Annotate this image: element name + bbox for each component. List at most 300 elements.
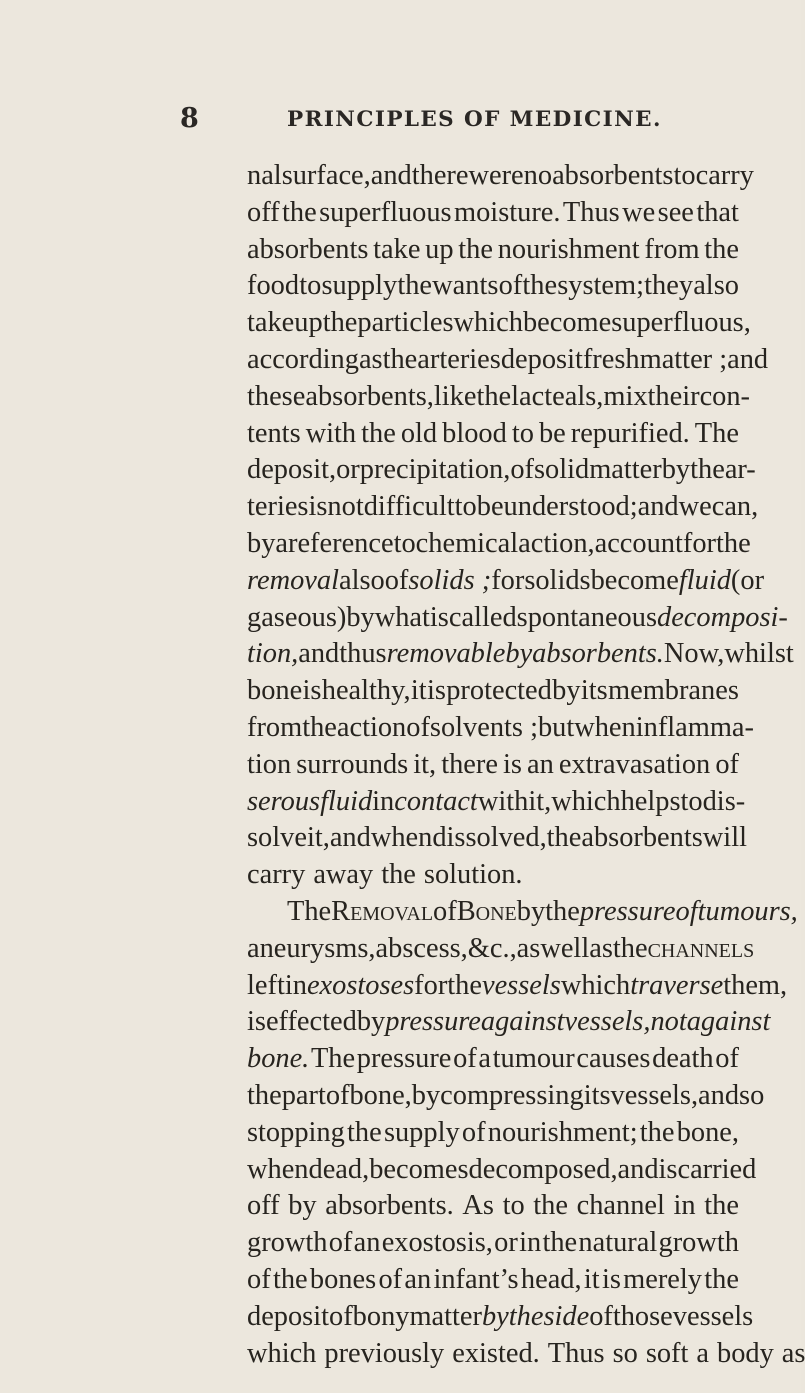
- word: infant’s: [433, 1263, 519, 1295]
- word: removal: [247, 564, 339, 596]
- word: is: [658, 1153, 678, 1185]
- word: carried: [677, 1153, 757, 1185]
- text-line: [247, 820, 747, 857]
- word: become: [590, 564, 679, 596]
- text-line: [247, 1004, 771, 1041]
- text-line: [247, 195, 739, 232]
- word: we: [678, 491, 712, 523]
- word: absorbents.: [532, 638, 664, 670]
- word: solution.: [423, 859, 523, 891]
- word: by: [552, 675, 581, 707]
- word: its: [583, 1079, 611, 1111]
- word: of: [453, 1043, 477, 1075]
- word: also: [693, 270, 739, 302]
- word: surrounds: [296, 748, 409, 780]
- word: in: [673, 1190, 696, 1222]
- text-line: [247, 1225, 739, 1262]
- text-line: [247, 1078, 765, 1115]
- word: that: [696, 196, 739, 228]
- word: the: [476, 380, 512, 412]
- text-line: [247, 1115, 739, 1152]
- word: not: [327, 491, 364, 523]
- word: the: [381, 859, 416, 891]
- word: vessels,: [610, 1079, 699, 1111]
- text-line: [247, 1041, 739, 1078]
- text-line: [247, 452, 756, 489]
- word: we: [622, 196, 656, 228]
- word: bone,: [349, 1079, 412, 1111]
- word: left: [247, 969, 285, 1001]
- word: account: [594, 527, 683, 559]
- word: and: [617, 1153, 659, 1185]
- word: wants: [432, 270, 499, 302]
- word: nourishment;: [487, 1116, 638, 1148]
- word: is: [426, 675, 446, 707]
- word: be: [476, 491, 504, 523]
- text-line: [247, 379, 751, 416]
- word: pressure: [356, 1043, 452, 1075]
- paragraph: [247, 894, 805, 1372]
- word: spontaneous: [516, 601, 657, 633]
- word: growth: [658, 1227, 739, 1259]
- text-line: [247, 489, 759, 526]
- word: part: [281, 1079, 326, 1111]
- word: when: [574, 711, 636, 743]
- word: Removal: [331, 895, 434, 927]
- word: absorbents: [581, 822, 703, 854]
- word: the: [302, 711, 337, 743]
- word: to: [454, 491, 477, 523]
- word: the: [639, 1116, 675, 1148]
- body-text: [247, 158, 805, 1372]
- word: healthy,: [321, 675, 411, 707]
- word: serous: [247, 785, 321, 817]
- word: by: [516, 895, 546, 927]
- text-line: [247, 158, 754, 195]
- word: absorbents: [552, 160, 674, 191]
- word: vessels,: [564, 1006, 651, 1038]
- word: for: [682, 527, 716, 559]
- word: well: [540, 932, 590, 964]
- word: the: [533, 1190, 568, 1222]
- word: inflamma-: [635, 711, 754, 743]
- word: solids: [524, 564, 591, 596]
- running-title: PRINCIPLES OF MEDICINE.: [287, 107, 662, 132]
- word: Now,: [663, 638, 725, 670]
- word: of: [406, 711, 430, 743]
- word: helps: [620, 785, 681, 817]
- word: the: [447, 969, 482, 1001]
- word: solids ;: [408, 564, 492, 596]
- word: the: [690, 454, 725, 486]
- word: system;: [557, 270, 644, 302]
- word: action: [336, 711, 407, 743]
- word: an: [353, 1227, 381, 1259]
- word: bone,: [676, 1116, 739, 1148]
- word: whilst: [724, 638, 794, 670]
- word: the: [542, 1227, 578, 1259]
- word: channels: [647, 932, 755, 964]
- word: death: [652, 1043, 714, 1075]
- word: surface,: [281, 160, 371, 191]
- word: the: [361, 417, 396, 449]
- word: with: [305, 417, 357, 449]
- word: with: [477, 785, 529, 817]
- word: nal: [247, 160, 282, 191]
- text-line: [247, 563, 765, 600]
- word: for: [414, 969, 448, 1001]
- word: of: [325, 1079, 350, 1111]
- word: traverse: [630, 969, 724, 1001]
- word: dis-: [702, 785, 746, 817]
- text-line: [247, 857, 739, 894]
- word: previously: [324, 1337, 445, 1369]
- word: soft: [645, 1337, 689, 1369]
- word: of: [328, 1227, 353, 1259]
- word: dissolved,: [432, 822, 547, 854]
- word: becomes: [369, 1153, 469, 1185]
- word: it: [410, 675, 427, 707]
- word: carry: [695, 160, 754, 191]
- word: superfluous: [319, 196, 452, 228]
- word: in: [519, 1227, 542, 1259]
- paragraph: [247, 158, 794, 894]
- word: of: [715, 1043, 739, 1075]
- word: removable: [386, 638, 506, 670]
- text-line: [247, 342, 769, 379]
- word: tumours,: [697, 895, 798, 927]
- word: matter ;: [639, 343, 728, 375]
- word: food: [247, 270, 300, 302]
- word: exostosis,: [381, 1227, 493, 1259]
- word: so: [612, 1337, 638, 1369]
- word: to: [673, 160, 696, 191]
- word: so: [739, 1079, 765, 1111]
- word: their: [647, 380, 700, 412]
- word: causes: [576, 1043, 651, 1075]
- word: up: [294, 307, 323, 339]
- word: arteries: [417, 343, 501, 375]
- word: become: [522, 307, 612, 339]
- word: stopping: [247, 1116, 345, 1148]
- word: moisture.: [454, 196, 561, 228]
- word: the: [704, 233, 739, 265]
- word: tion: [247, 748, 292, 780]
- word: absorbents: [247, 233, 369, 265]
- word: the: [546, 822, 582, 854]
- word: or: [336, 454, 360, 486]
- word: Bone: [456, 895, 517, 927]
- word: no: [523, 160, 553, 191]
- word: of: [433, 895, 457, 927]
- word: of: [510, 454, 534, 486]
- word: of: [247, 1263, 271, 1295]
- word: an: [527, 748, 554, 780]
- word: it: [583, 1263, 600, 1295]
- word: by: [346, 601, 375, 633]
- word: will: [702, 822, 747, 854]
- word: in: [284, 969, 307, 1001]
- word: matter: [589, 454, 662, 486]
- word: what: [374, 601, 430, 633]
- text-line: [247, 600, 788, 637]
- word: them,: [723, 969, 788, 1001]
- word: blood: [442, 417, 507, 449]
- word: they: [644, 270, 694, 302]
- word: understood;: [503, 491, 638, 523]
- word: membranes: [608, 675, 739, 707]
- word: lacteals,: [511, 380, 604, 412]
- word: superfluous,: [611, 307, 751, 339]
- word: absorbents,: [305, 380, 434, 412]
- word: extravasation: [558, 748, 711, 780]
- word: a: [696, 1337, 710, 1369]
- text-line: [247, 416, 739, 453]
- word: bones: [309, 1263, 377, 1295]
- word: absorbents.: [325, 1190, 454, 1222]
- word: deposit: [500, 343, 583, 375]
- word: the: [272, 1263, 308, 1295]
- word: The: [310, 1043, 356, 1075]
- word: side: [543, 1300, 590, 1332]
- word: solid: [534, 454, 590, 486]
- word: of: [675, 895, 698, 927]
- word: as: [589, 932, 613, 964]
- word: according: [247, 343, 359, 375]
- word: for: [491, 564, 525, 596]
- word: a: [275, 527, 288, 559]
- text-line: [247, 1152, 757, 1189]
- word: also: [338, 564, 385, 596]
- word: deposit,: [247, 454, 337, 486]
- word: it,: [413, 748, 437, 780]
- word: mix: [603, 380, 648, 412]
- word: merely: [623, 1263, 702, 1295]
- word: nourishment: [497, 233, 640, 265]
- word: as: [781, 1337, 805, 1369]
- word: natural: [578, 1227, 658, 1259]
- word: the: [458, 233, 493, 265]
- text-line: [247, 636, 794, 673]
- word: by: [288, 1190, 317, 1222]
- word: repurified.: [570, 417, 690, 449]
- word: As: [462, 1190, 494, 1222]
- word: by: [411, 1079, 441, 1111]
- word: there: [411, 160, 469, 191]
- word: is: [429, 601, 449, 633]
- word: the: [247, 1079, 282, 1111]
- word: and: [298, 638, 340, 670]
- word: by: [505, 638, 533, 670]
- word: the: [347, 1116, 382, 1148]
- word: a: [478, 1043, 491, 1075]
- word: Thus: [562, 196, 620, 228]
- word: can,: [711, 491, 759, 523]
- word: when: [247, 1153, 309, 1185]
- word: contact: [394, 785, 478, 817]
- word: from: [644, 233, 700, 265]
- word: and: [698, 1079, 740, 1111]
- word: tumour: [492, 1043, 575, 1075]
- word: exostoses: [306, 969, 415, 1001]
- word: and: [727, 343, 769, 375]
- word: pressure: [385, 1006, 481, 1038]
- word: supply: [383, 1116, 460, 1148]
- word: there: [441, 748, 498, 780]
- word: take: [373, 233, 421, 265]
- word: chemical: [415, 527, 519, 559]
- word: of: [384, 564, 409, 596]
- word: gaseous): [247, 601, 347, 633]
- word: the: [282, 196, 317, 228]
- word: fresh: [582, 343, 640, 375]
- word: by: [356, 1006, 386, 1038]
- word: and: [637, 491, 679, 523]
- word: of: [498, 270, 523, 302]
- word: in: [372, 785, 395, 817]
- word: these: [247, 380, 306, 412]
- word: see: [657, 196, 694, 228]
- word: is: [247, 1006, 266, 1038]
- word: off: [247, 1190, 280, 1222]
- text-line: [247, 526, 751, 563]
- word: take: [247, 307, 295, 339]
- word: the: [382, 343, 418, 375]
- word: solve: [247, 822, 307, 854]
- word: compressing: [440, 1079, 584, 1111]
- word: and: [370, 160, 412, 191]
- word: off: [247, 196, 280, 228]
- word: body: [717, 1337, 774, 1369]
- word: an: [404, 1263, 432, 1295]
- word: is: [503, 748, 522, 780]
- word: abscess,: [375, 932, 468, 964]
- word: decomposed,: [468, 1153, 618, 1185]
- word: is: [601, 1263, 621, 1295]
- word: ar-: [724, 454, 756, 486]
- word: of: [461, 1116, 486, 1148]
- word: precipitation,: [359, 454, 511, 486]
- word: called: [448, 601, 517, 633]
- text-line: [247, 784, 746, 821]
- word: but: [537, 711, 575, 743]
- word: by: [661, 454, 691, 486]
- word: existed.: [452, 1337, 540, 1369]
- word: deposit: [247, 1300, 330, 1332]
- word: reference: [288, 527, 394, 559]
- word: particles: [357, 307, 454, 339]
- word: the: [508, 1300, 544, 1332]
- word: to: [393, 527, 416, 559]
- word: of: [715, 748, 739, 780]
- word: vessels: [672, 1300, 754, 1332]
- text-line: [247, 1262, 739, 1299]
- word: the: [322, 307, 358, 339]
- text-line: [247, 931, 755, 968]
- word: which: [247, 1337, 317, 1369]
- word: thus: [339, 638, 387, 670]
- word: bone.: [247, 1043, 310, 1075]
- running-head: [0, 103, 801, 143]
- word: the: [545, 895, 580, 927]
- word: from: [247, 711, 303, 743]
- word: not: [650, 1006, 687, 1038]
- word: channel: [576, 1190, 665, 1222]
- word: which: [453, 307, 523, 339]
- word: supply: [321, 270, 398, 302]
- word: tents: [247, 417, 301, 449]
- word: to: [511, 417, 534, 449]
- text-line: [247, 305, 751, 342]
- word: The: [694, 417, 739, 449]
- word: those: [612, 1300, 673, 1332]
- word: fluid: [678, 564, 731, 596]
- word: were: [468, 160, 524, 191]
- word: bony: [352, 1300, 410, 1332]
- word: of: [329, 1300, 353, 1332]
- word: the: [397, 270, 433, 302]
- word: Thus: [547, 1337, 605, 1369]
- word: away: [313, 859, 374, 891]
- word: difficult: [363, 491, 455, 523]
- word: its: [580, 675, 608, 707]
- word: by: [481, 1300, 509, 1332]
- word: of: [378, 1263, 403, 1295]
- page-number: 8: [180, 103, 199, 134]
- word: against: [686, 1006, 771, 1038]
- word: is: [302, 675, 322, 707]
- word: the: [716, 527, 751, 559]
- text-line: [247, 1188, 739, 1225]
- word: &c.,: [467, 932, 517, 964]
- word: against: [480, 1006, 565, 1038]
- word: the: [704, 1190, 739, 1222]
- word: tion,: [247, 638, 299, 670]
- text-line: [247, 1336, 805, 1373]
- word: of: [589, 1300, 613, 1332]
- word: The: [287, 895, 332, 927]
- word: like: [433, 380, 477, 412]
- word: protected: [446, 675, 552, 707]
- text-line: [247, 710, 754, 747]
- word: is: [308, 491, 328, 523]
- word: solvents ;: [429, 711, 538, 743]
- word: to: [299, 270, 322, 302]
- word: be: [538, 417, 566, 449]
- word: when: [370, 822, 433, 854]
- text-line: [247, 894, 798, 931]
- word: aneurysms,: [247, 932, 376, 964]
- word: bone: [247, 675, 303, 707]
- word: the: [522, 270, 558, 302]
- word: it,: [306, 822, 330, 854]
- word: carry: [247, 859, 306, 891]
- word: up: [425, 233, 454, 265]
- text-line: [247, 673, 739, 710]
- word: and: [329, 822, 371, 854]
- word: effected: [265, 1006, 357, 1038]
- word: growth: [247, 1227, 328, 1259]
- word: by: [247, 527, 276, 559]
- word: the: [704, 1263, 739, 1295]
- word: (or: [730, 564, 765, 596]
- word: as: [516, 932, 541, 964]
- word: decomposi-: [657, 601, 788, 633]
- word: to: [680, 785, 703, 817]
- text-line: [247, 232, 739, 269]
- text-line: [247, 268, 739, 305]
- word: dead,: [308, 1153, 370, 1185]
